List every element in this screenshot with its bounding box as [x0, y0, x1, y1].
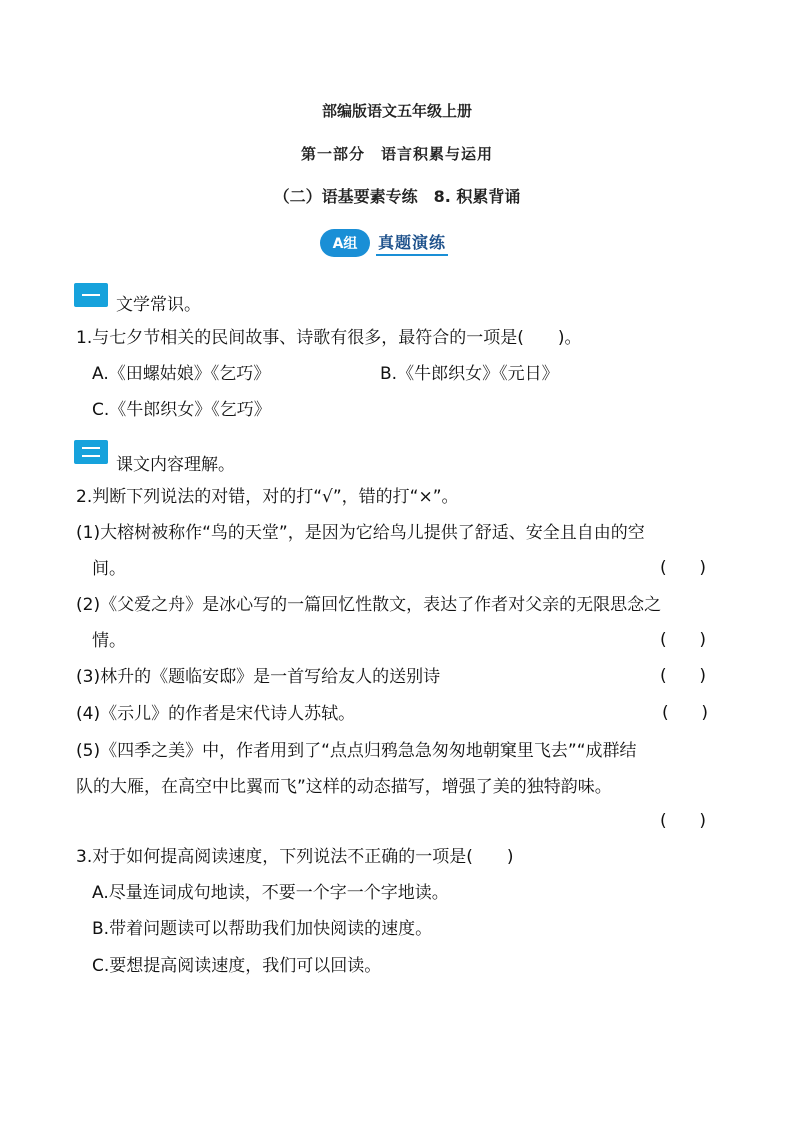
question-2-item-2-line-2: 情。 — [92, 631, 126, 651]
question-2-item-4: (4)《示儿》的作者是宋代诗人苏轼。 — [76, 704, 356, 724]
question-2-item-5-line-2: 队的大雁，在高空中比翼而飞”这样的动态描写，增强了美的独特韵味。 — [76, 777, 612, 797]
question-2-item-3: (3)林升的《题临安邸》是一首写给友人的送别诗 — [76, 667, 441, 687]
section-two-icon — [74, 440, 108, 464]
question-3-option-c: C.要想提高阅读速度，我们可以回读。 — [92, 956, 382, 976]
question-2-item-1-line-2: 间。 — [92, 559, 126, 579]
group-label: 真题演练 — [376, 230, 448, 256]
book-title: 部编版语文五年级上册 — [321, 102, 472, 120]
unit-title: （二）语基要素专练 8. 积累背诵 — [273, 187, 521, 206]
question-2-item-5-line-1: (5)《四季之美》中，作者用到了“点点归鸦急急匆匆地朝窠里飞去”“成群结 — [76, 741, 637, 761]
answer-blank-1[interactable]: ( ) — [660, 558, 706, 578]
question-2-item-2-line-1: (2)《父爱之舟》是冰心写的一篇回忆性散文，表达了作者对父亲的无限思念之 — [76, 595, 662, 615]
question-1-option-a: A.《田螺姑娘》《乞巧》 — [92, 364, 271, 384]
question-1-option-b: B.《牛郎织女》《元日》 — [380, 364, 559, 384]
part-title: 第一部分 语言积累与运用 — [300, 145, 493, 163]
section-two-label: 课文内容理解。 — [116, 455, 235, 475]
answer-blank-3[interactable]: ( ) — [660, 666, 706, 686]
question-3-stem: 3.对于如何提高阅读速度，下列说法不正确的一项是( ) — [76, 847, 514, 867]
group-a-icon: A组 — [320, 229, 370, 257]
question-2-stem: 2.判断下列说法的对错，对的打“√”，错的打“×”。 — [76, 487, 459, 507]
answer-blank-4[interactable]: ( ) — [662, 703, 708, 723]
answer-blank-2[interactable]: ( ) — [660, 630, 706, 650]
question-3-option-a: A.尽量连词成句地读，不要一个字一个字地读。 — [92, 883, 449, 903]
question-3-option-b: B.带着问题读可以帮助我们加快阅读的速度。 — [92, 919, 433, 939]
answer-blank-5[interactable]: ( ) — [660, 811, 706, 831]
group-badge — [320, 228, 448, 258]
question-1-stem: 1.与七夕节相关的民间故事、诗歌有很多，最符合的一项是( )。 — [76, 328, 582, 348]
question-1-option-c: C.《牛郎织女》《乞巧》 — [92, 400, 271, 420]
section-one-label: 文学常识。 — [116, 295, 201, 315]
question-2-item-1-line-1: (1)大榕树被称作“鸟的天堂”，是因为它给鸟儿提供了舒适、安全且自由的空 — [76, 523, 645, 543]
section-one-icon — [74, 283, 108, 307]
